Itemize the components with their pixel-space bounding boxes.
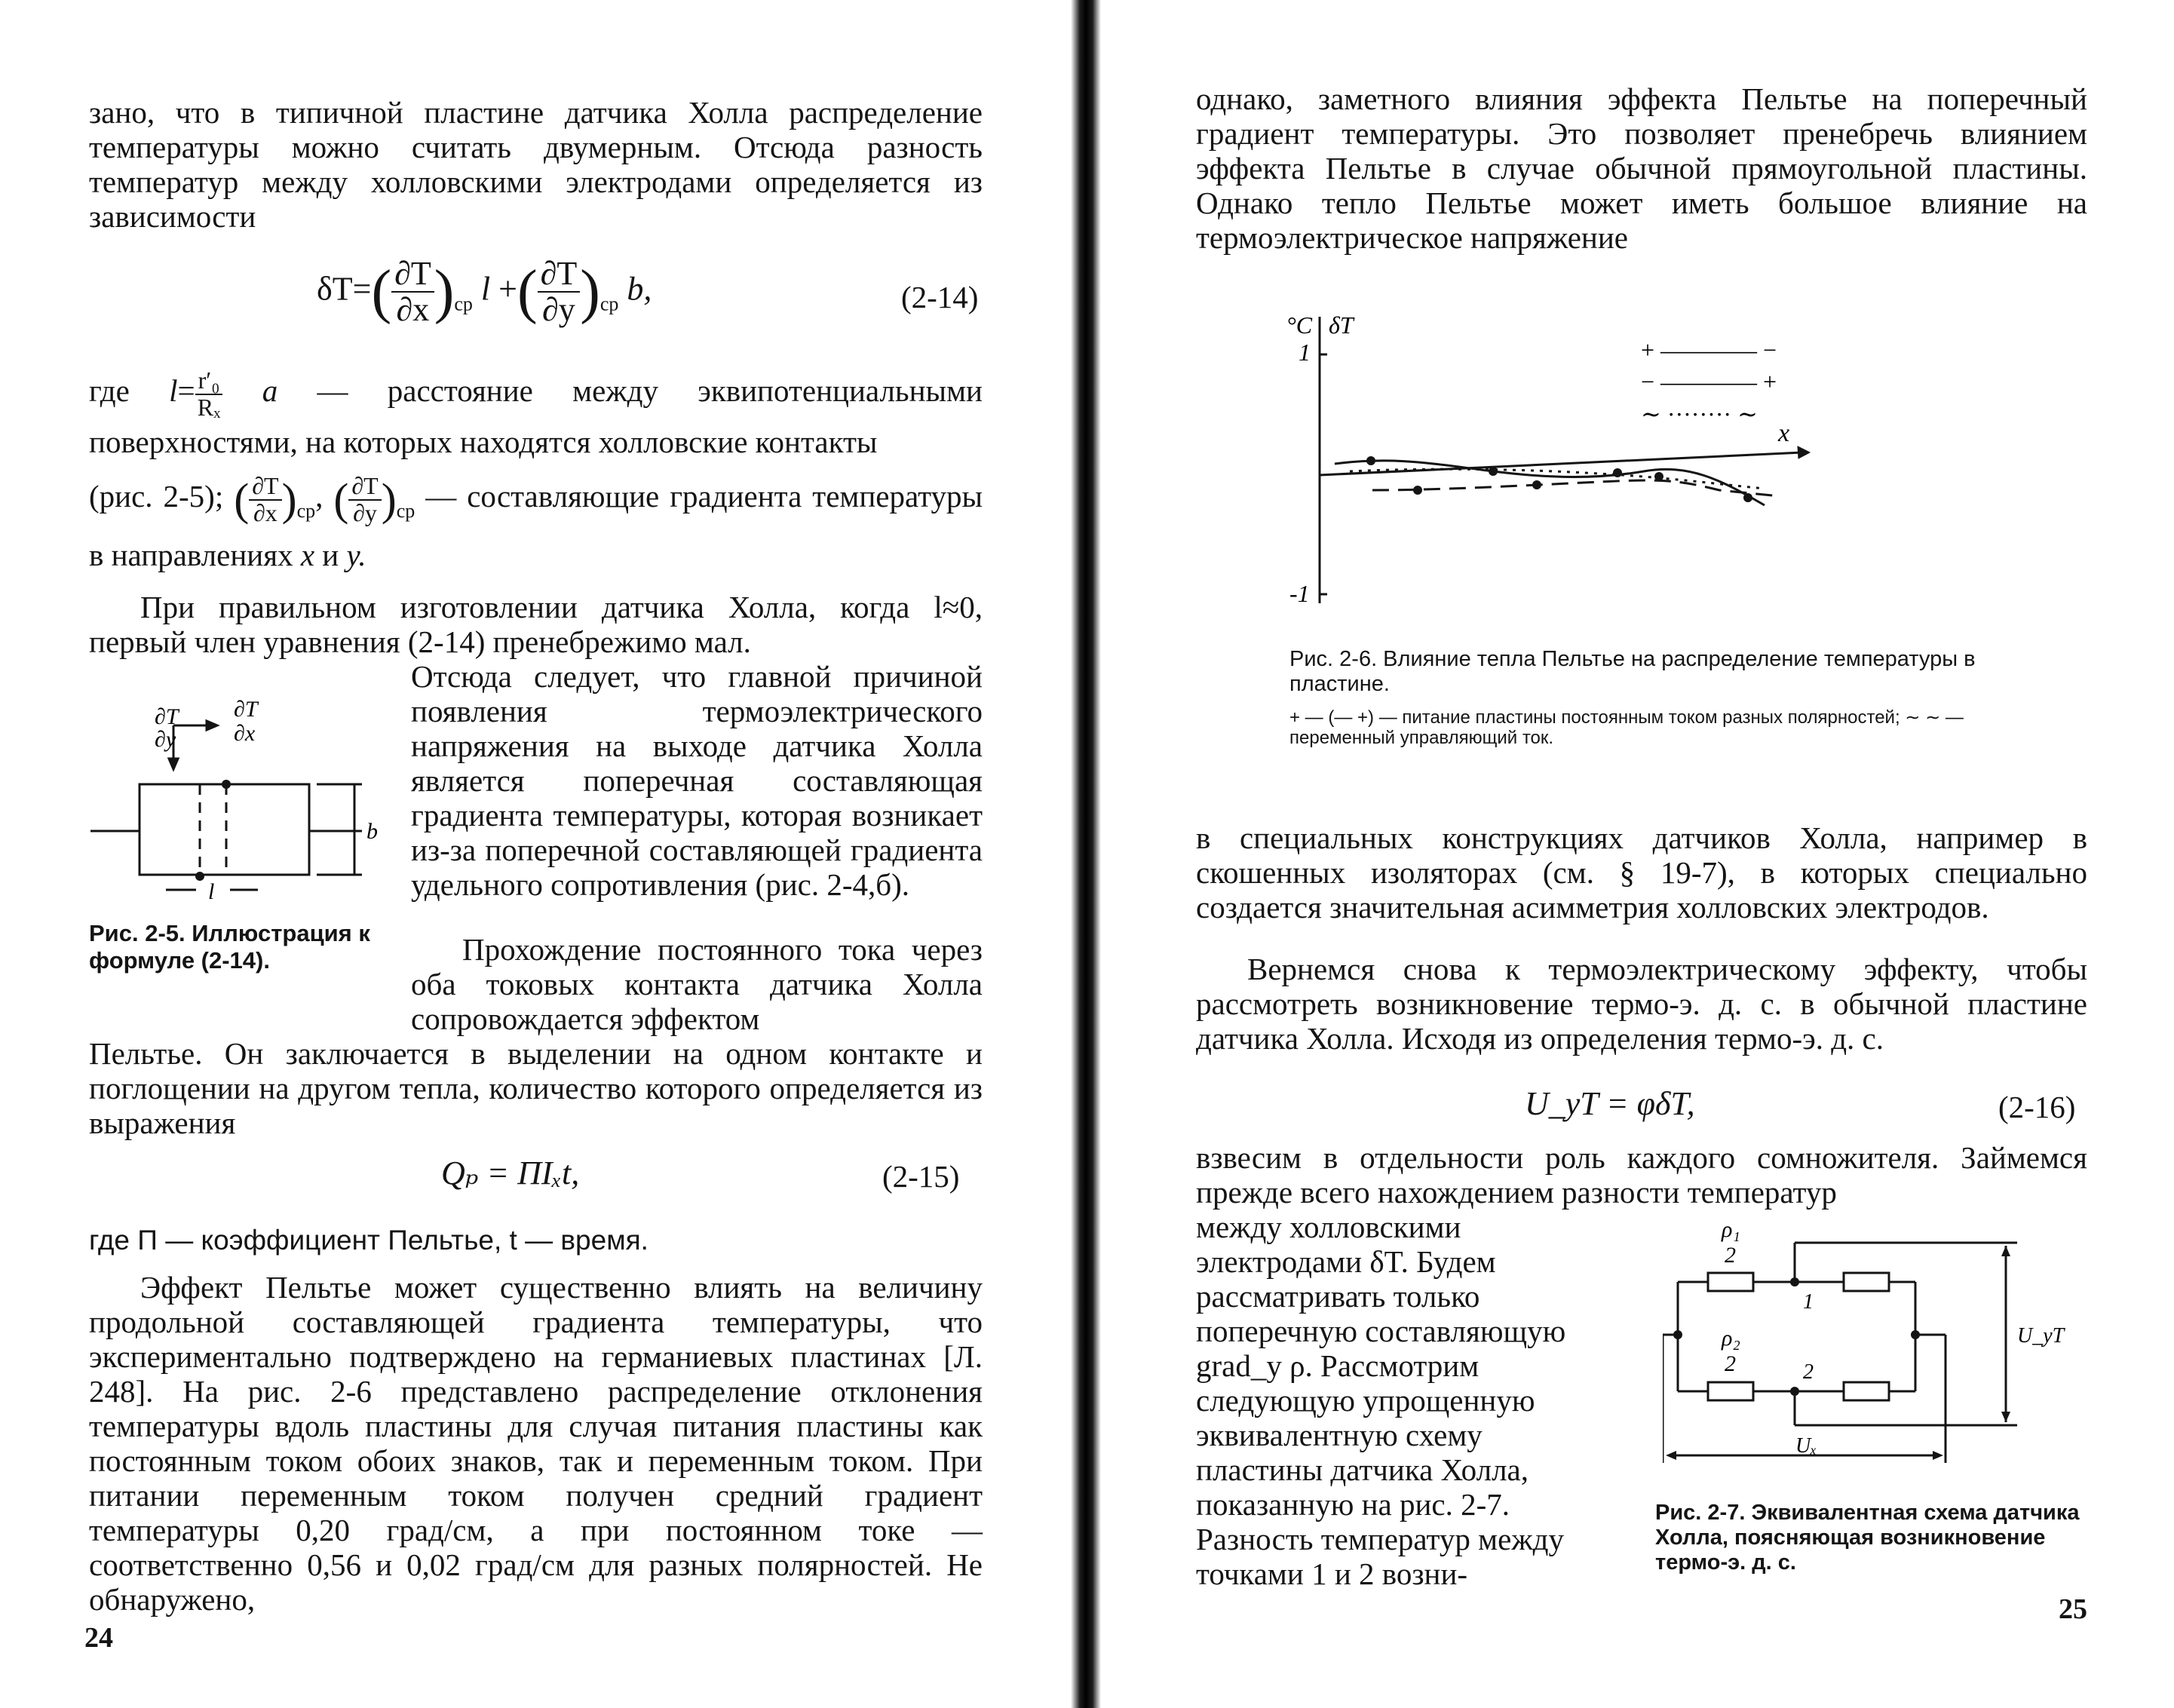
fig26-quantity: δT (1329, 311, 1354, 339)
label-dTdx-den: ∂x (234, 721, 256, 746)
figure-2-6-caption: Рис. 2-6. Влияние тепла Пельтье на распределение температуры в пластине. (1289, 647, 1976, 696)
left-paragraph-1: зано, что в типичной пластине датчика Холла распределение температуры можно считать двумерным. Отсюда разность температур между холловскими электродами определяется из зависимости (89, 95, 983, 234)
left-where-l: где l= $\frac{\text{r′₀}}{\text{Rₓ}}$ a — расстояние между эквипотенциальными поверхностями, на которых находятся холловские контакты (89, 366, 983, 460)
equation-2-15-number: (2-15) (882, 1159, 960, 1194)
label-b: b (366, 819, 378, 844)
right-page (1101, 0, 2174, 1708)
right-paragraph-4-full: взвесим в отдельности роль каждого сомножителя. Займемся прежде всего нахождением разности температур (1196, 1140, 2087, 1210)
right-paragraph-2: в специальных конструкциях датчиков Холла, например в скошенных изоляторах (см. § 19-7), в которых специально создается значительная асимметрия холловских электродов. (1196, 820, 2087, 925)
figure-2-6-caption-legend: + — (— +) — питание пластины постоянным током разных полярностей; ∼ ∼ — переменный управляющий ток. (1289, 707, 1964, 748)
equation-2-14-number: (2-14) (901, 280, 979, 314)
book-gutter (1071, 0, 1101, 1708)
figure-2-7-caption: Рис. 2-7. Эквивалентная схема датчика Холла, поясняющая возникновение термо-э. д. с. (1655, 1501, 2080, 1575)
left-paragraph-3-wrap: Прохождение постоянного тока через оба токовых контакта датчика Холла сопровождается эффектом (411, 932, 983, 1036)
fig27-r1-num: ρ₁ (1722, 1217, 1740, 1242)
figure-2-6 (1282, 302, 1855, 626)
fig27-r2-den: 2 (1725, 1351, 1736, 1376)
left-paragraph-5: Эффект Пельтье может существенно влиять на величину продольной составляющей градиента температуры, что экспериментально подтверждено на германиевых пластинах [Л. 248]. На рис. 2-6 представлено распределение отклонения температуры вдоль пластины для случая питания пластины как постоянным током обоих знаков, так и переменным током. При питании переменным током получен средний градиент температуры 0,20 град/см, а при постоянном токе — соответственно 0,56 и 0,02 град/см для разных полярностей. Не обнаружено, (89, 1270, 983, 1617)
fig27-uyt: U_yT (2017, 1324, 2065, 1348)
fig27-r2-num: ρ₂ (1722, 1326, 1740, 1351)
fig27-ux: Uₓ (1795, 1434, 1817, 1458)
equation-2-16: U_yT = φδT, (1525, 1085, 1695, 1122)
right-paragraph-1: однако, заметного влияния эффекта Пельтье на поперечный градиент температуры. Это позволяет пренебречь влиянием эффекта Пельтье в случае обычной прямоугольной пластины. Однако тепло Пельтье может иметь большое влияние на термоэлектрическое напряжение (1196, 81, 2087, 255)
equation-2-14: δT=( $\frac{\partial T}{\partial x}$ )$_{ср}$ l +( $\frac{\partial T}{\partial y}$ )$_{ср}$ b, (317, 255, 652, 329)
right-paragraph-3: Вернемся снова к термоэлектрическому эффекту, чтобы рассмотреть возникновение термо-э. д. с. в обычной пластине датчика Холла. Исходя из определения термо-э. д. с. (1196, 952, 2087, 1056)
fig27-node-2: 2 (1803, 1360, 1814, 1384)
left-where-gradients: (рис. 2-5); ( $\frac{\partial T}{\partial x}$ )$_{ср}$, ( $\frac{\partial T}{\partial y}$ )$_{ср}$ — составляющие градиента температуры в направлениях x и y. (89, 472, 983, 572)
figure-2-7 (1663, 1207, 2085, 1478)
fig26-legend-3: ∼ ········ ∼ (1641, 400, 1758, 428)
figure-2-5 (83, 679, 392, 905)
label-dTdx-num: ∂T (234, 697, 258, 722)
figure-2-5-caption: Рис. 2-5. Иллюстрация к формуле (2-14). (89, 920, 370, 974)
page-number-24: 24 (84, 1622, 113, 1654)
left-paragraph-3-full: Пельтье. Он заключается в выделении на одном контакте и поглощении на другом тепла, количество которого определяется из выражения (89, 1036, 983, 1140)
fig26-y-bottom: -1 (1289, 580, 1310, 607)
label-l: l (208, 879, 215, 904)
page-number-25: 25 (2059, 1593, 2087, 1625)
fig26-x-axis: x (1778, 419, 1790, 447)
fig26-legend-1: + ———— − (1641, 336, 1777, 363)
fig27-r1-den: 2 (1725, 1243, 1736, 1268)
fig26-legend-2: − ———— + (1641, 368, 1777, 395)
left-paragraph-2-start: При правильном изготовлении датчика Холла, когда l≈0, первый член уравнения (2-14) пренебрежимо мал. (89, 590, 983, 659)
fig27-node-1: 1 (1803, 1290, 1814, 1314)
fig26-y-top: 1 (1299, 339, 1311, 366)
fig26-unit: °C (1286, 311, 1313, 339)
left-page (0, 0, 1071, 1708)
label-dTdy-num: ∂T (155, 704, 179, 729)
equation-2-16-number: (2-16) (1998, 1090, 2076, 1124)
label-dTdy-den: ∂y (155, 727, 176, 752)
right-paragraph-4-wrap: между холловскими электродами δT. Будем рассматривать только поперечную составляющую grad_y ρ. Рассмотрим следующую упрощенную эквивалентную схему пластины датчика Холла, показанную на рис. 2-7. Разность температур между точками 1 и 2 возни- (1196, 1210, 1566, 1591)
equation-2-15: Qₚ = ΠIₓt, (441, 1155, 580, 1191)
left-paragraph-4: где Π — коэффициент Пельтье, t — время. (89, 1225, 649, 1256)
left-paragraph-2-wrap: Отсюда следует, что главной причиной появления термоэлектрического напряжения на выходе датчика Холла является поперечная составляющая градиента температуры, которая возникает из-за поперечной составляющей градиента удельного сопротивления (рис. 2-4,б). (411, 659, 983, 902)
